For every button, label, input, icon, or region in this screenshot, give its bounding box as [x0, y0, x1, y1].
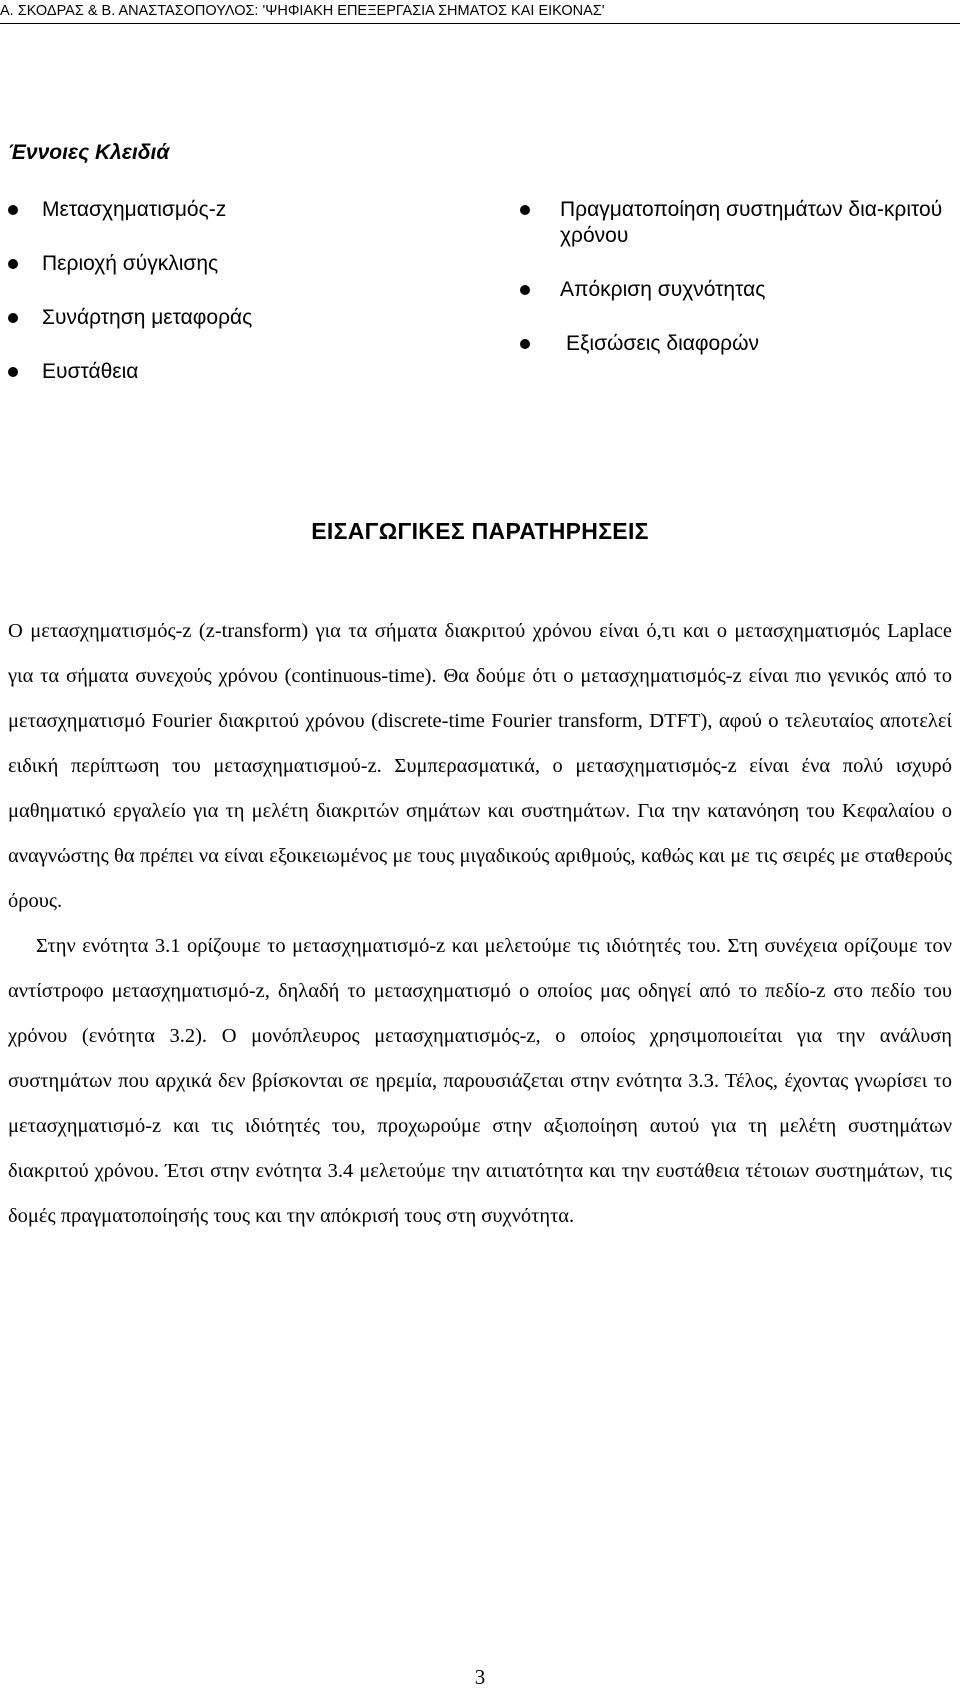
key-concepts-right-list — [518, 197, 958, 357]
key-concept-label: Απόκριση συχνότητας — [560, 278, 766, 301]
introduction-body — [8, 609, 952, 1239]
bullet-icon — [520, 285, 530, 295]
body-paragraph: Ο μετασχηματισμός-z (z-transform) για τα σήματα διακριτού χρόνου είναι ό,τι και ο μετασχηματισμός Laplace για τα σήματα συνεχούς χρόνου (continuous-time). Θα δούμε ότι ο μετασχηματισμός-z είναι πιο γενικός από το μετασχηματισμό Fourier διακριτού χρόνου (discrete-time Fourier transform, DTFT), αφού ο τελευταίος αποτελεί ειδική περίπτωση του μετασχηματισμού-z. Συμπερασματικά, ο μετασχηματισμός-z είναι ένα πολύ ισχυρό μαθηματικό εργαλείο για τη μελέτη διακριτών σημάτων και συστημάτων. Για την κατανόηση του Κεφαλαίου ο αναγνώστης θα πρέπει να είναι εξοικειωμένος με τους μιγαδικούς αριθμούς, καθώς και με τις σειρές με σταθερούς όρους. — [8, 620, 952, 912]
body-paragraph: Στην ενότητα 3.1 ορίζουμε το μετασχηματισμό-z και μελετούμε τις ιδιότητές του. Στη συνέχεια ορίζουμε τον αντίστροφο μετασχηματισμό-z, δηλαδή το μετασχηματισμό ο οποίος μας οδηγεί από το πεδίο-z στο πεδίο του χρόνου (ενότητα 3.2). Ο μονόπλευρος μετασχηματισμός-z, ο οποίος χρησιμοποιείται για την ανάλυση συστημάτων που αρχικά δεν βρίσκονται σε ηρεμία, παρουσιάζεται στην ενότητα 3.3. Τέλος, έχοντας γνωρίσει το μετασχηματισμό-z και τις ιδιότητές του, προχωρούμε στην αξιοποίηση αυτού για τη μελέτη συστημάτων διακριτού χρόνου. Έτσι στην ενότητα 3.4 μελετούμε την αιτιατότητα και την ευστάθεια τέτοιων συστημάτων, τις δομές πραγματοποίησής τους και την απόκρισή τους στη συχνότητα. — [8, 935, 952, 1227]
key-concept-item — [6, 251, 426, 277]
running-header: Α. ΣΚΟΔΡΑΣ & Β. ΑΝΑΣΤΑΣΟΠΟΥΛΟΣ: 'ΨΗΦΙΑΚΗ ΕΠΕΞΕΡΓΑΣΙΑ ΣΗΜΑΤΟΣ ΚΑΙ ΕΙΚΟΝΑΣ' — [0, 3, 605, 19]
key-concept-item — [518, 331, 958, 357]
key-concept-item — [6, 197, 426, 223]
key-concept-label: Περιοχή σύγκλισης — [42, 252, 219, 275]
key-concept-item — [518, 197, 958, 249]
key-concept-label: Ευστάθεια — [42, 360, 139, 383]
bullet-icon — [8, 367, 18, 377]
header-rule — [0, 23, 960, 24]
bullet-icon — [520, 205, 530, 215]
key-concept-item — [6, 305, 426, 331]
introduction-heading: ΕΙΣΑΓΩΓΙΚΕΣ ΠΑΡΑΤΗΡΗΣΕΙΣ — [311, 518, 649, 544]
key-concept-label: Συνάρτηση μεταφοράς — [42, 306, 253, 329]
key-concept-item — [518, 277, 958, 303]
key-concept-label: Εξισώσεις διαφορών — [566, 332, 760, 355]
bullet-icon — [8, 205, 18, 215]
page-number: 3 — [474, 1665, 486, 1689]
bullet-icon — [8, 259, 18, 269]
key-concept-label: Μετασχηματισμός-z — [42, 198, 227, 221]
key-concept-label: Πραγματοποίηση συστημάτων δια-κριτού χρόνου — [560, 198, 943, 247]
key-concepts-title: Έννοιες Κλειδιά — [8, 141, 170, 164]
bullet-icon — [520, 339, 530, 349]
bullet-icon — [8, 313, 18, 323]
key-concept-item — [6, 359, 426, 385]
key-concepts-left-list — [6, 197, 426, 413]
